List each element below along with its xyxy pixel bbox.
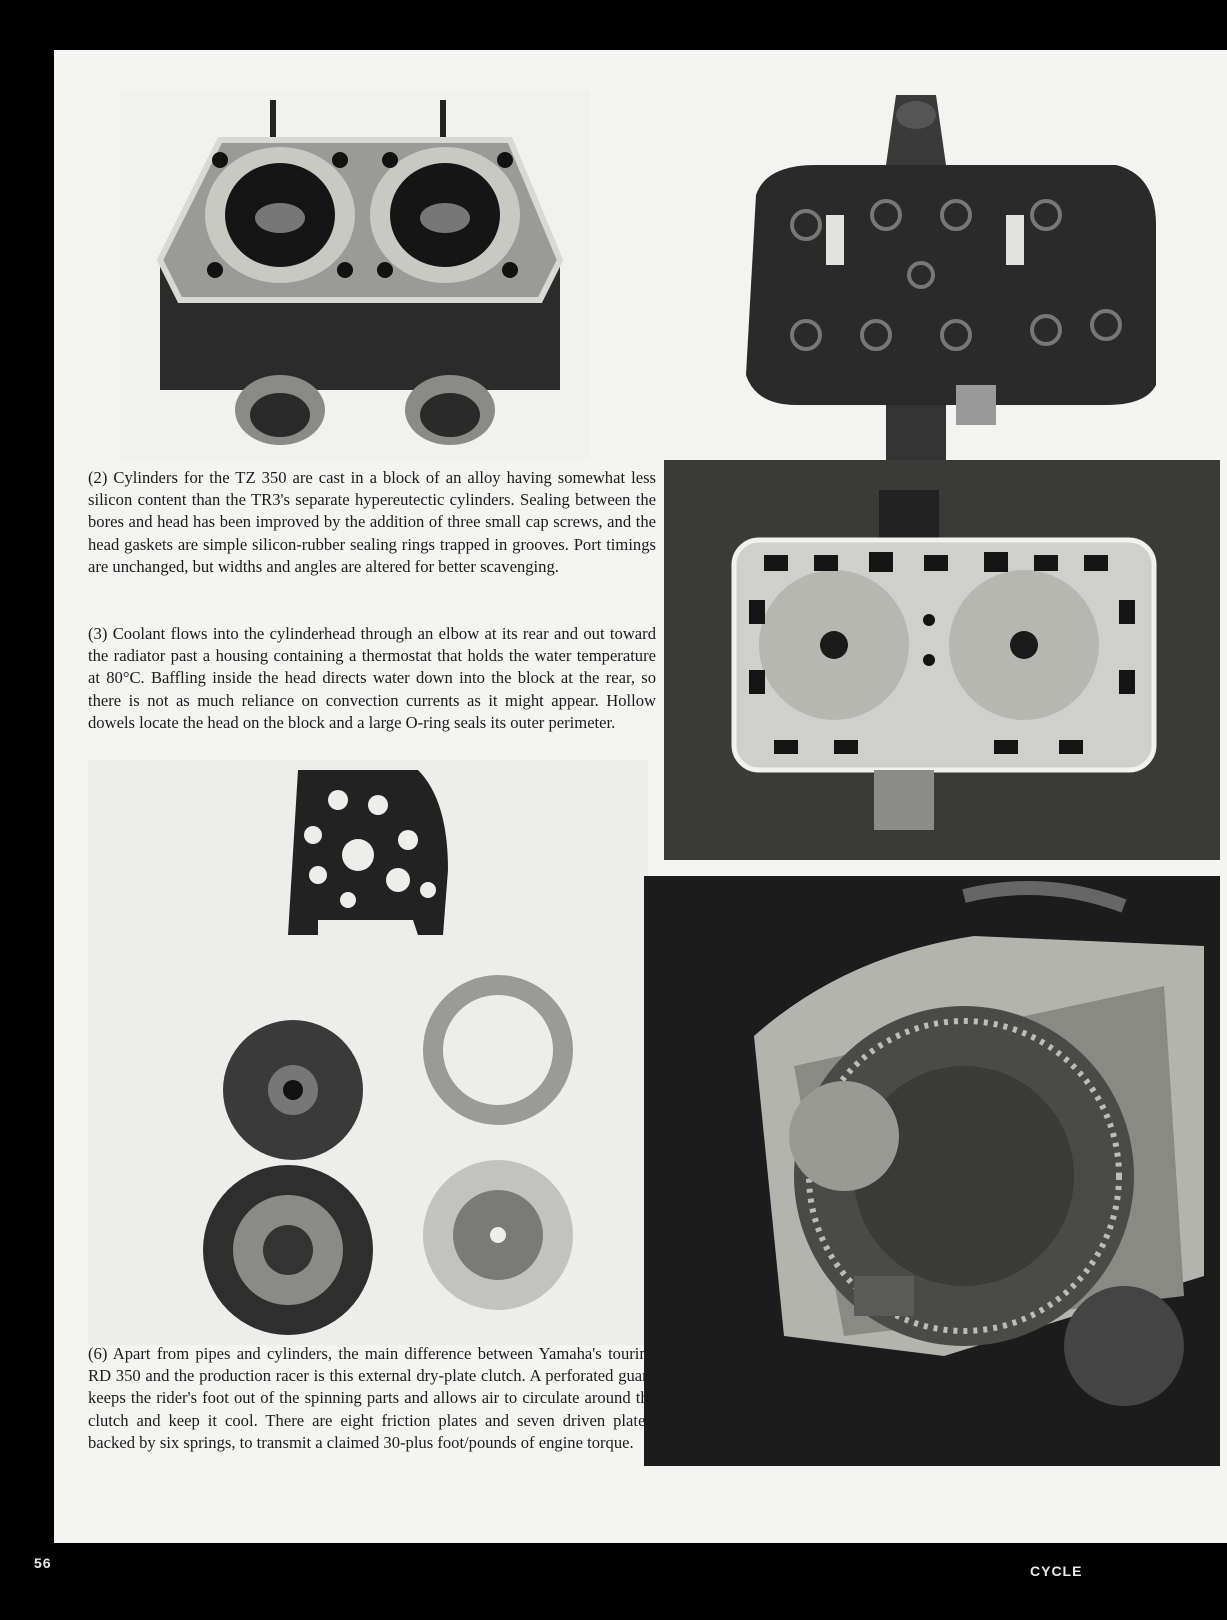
photo-cylinder-head-top — [686, 75, 1196, 470]
magazine-name: CYCLE — [1030, 1563, 1083, 1579]
photo-engine-clutch-side — [644, 876, 1220, 1466]
photo-cylinder-block — [120, 90, 590, 460]
caption-cylinders: (2) Cylinders for the TZ 350 are cast in a block of an alloy having somewhat less silicon content than the TR3's separate hypereutectic cylinders. Sealing between the bores and head has been improved by the addition of three small cap screws, and the head gaskets are simple silicon-rubber sealing rings trapped in grooves. Port timings are unchanged, but widths and angles are altered for better scavenging. — [88, 468, 656, 576]
page-number: 56 — [34, 1555, 52, 1571]
caption-clutch: (6) Apart from pipes and cylinders, the main difference between Yamaha's touring RD 350 and the production racer is this external dry-plate clutch. A perforated guard keeps the rider's foot out of the spinning parts and allows air to circulate around the clutch and keep it cool. There are eight friction plates and seven driven plates, backed by six springs, to transmit a claimed 30-plus foot/pounds of engine torque. — [88, 1344, 656, 1452]
caption-coolant: (3) Coolant flows into the cylinderhead through an elbow at its rear and out toward the radiator past a housing containing a thermostat that holds the water temperature at 80°C. Baffling inside the head directs water down into the block at the rear, so there is not as much reliance on convection currents as it might appear. Hollow dowels locate the head on the block and a large O-ring seals its outer perimeter. — [88, 624, 656, 732]
photo-clutch-parts — [88, 760, 648, 1345]
magazine-page — [30, 0, 1227, 1620]
photo-cylinder-head-underside — [664, 460, 1220, 860]
